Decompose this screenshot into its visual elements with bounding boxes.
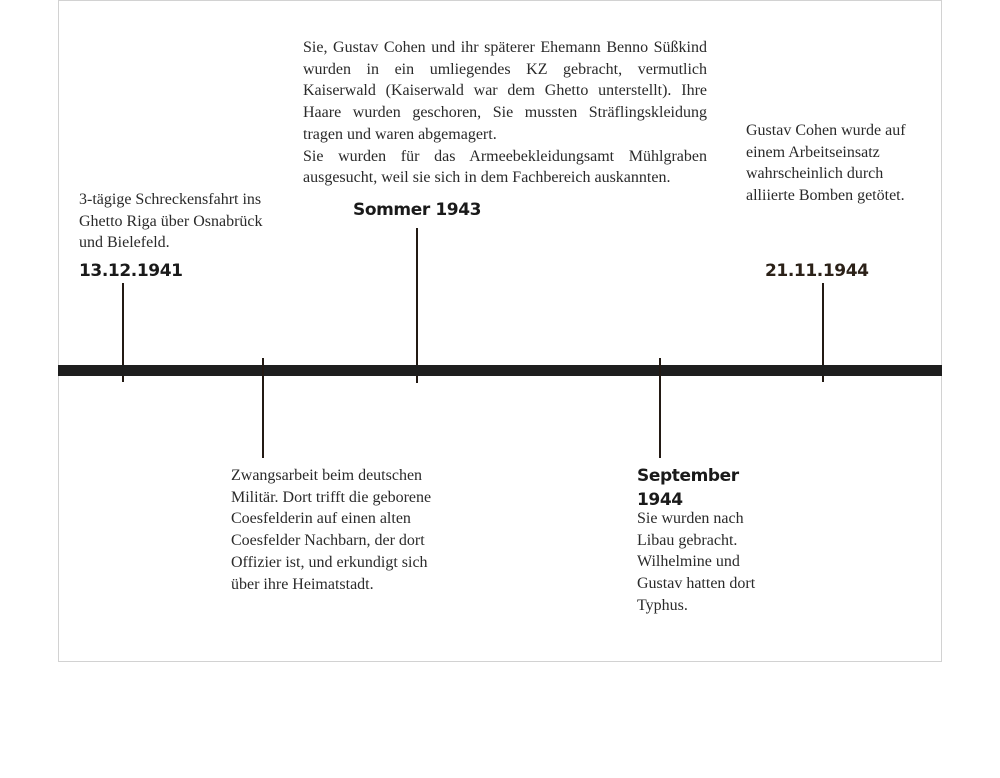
event-4-date-line-1: September	[637, 466, 739, 486]
event-5-date: 21.11.1944	[765, 261, 869, 281]
event-3-description	[303, 37, 707, 189]
event-4-description: Sie wurden nach Libau gebracht. Wilhelmine und Gustav hatten dort Typhus.	[637, 510, 756, 614]
event-1-description: 3-tägige Schreckensfahrt ins Ghetto Riga über Osnabrück und Bielefeld.	[79, 191, 263, 252]
event-1-date: 13.12.1941	[79, 261, 183, 281]
event-3-paragraph-2: Sie wurden für das Armeebekleidungsamt Mühlgraben ausgesucht, weil sie sich in dem Fachbereich auskannten.	[303, 147, 707, 187]
event-3-date: Sommer 1943	[353, 200, 482, 220]
event-2-connector	[262, 358, 264, 458]
event-3-paragraph-1: Sie, Gustav Cohen und ihr späterer Ehemann Benno Süßkind wurden in ein umliegendes KZ gebracht, vermutlich Kaiserwald (Kaiserwald war dem Ghetto unterstellt). Ihre Haare wurden geschoren, Sie mussten Sträflingskleidung tragen und waren abgemagert.	[303, 39, 707, 143]
event-4-connector	[659, 358, 661, 458]
event-2-description: Zwangsarbeit beim deutschen Militär. Dort trifft die geborene Coesfelderin auf einen alten Coesfelder Nachbarn, der dort Offizier ist, und erkundigt sich über ihre Heimatstadt.	[231, 467, 432, 593]
event-3-connector	[416, 228, 418, 383]
event-5-description: Gustav Cohen wurde auf einem Arbeitseinsatz wahrscheinlich durch alliierte Bomben getötet.	[746, 122, 906, 205]
timeline-axis	[58, 365, 942, 376]
event-4-date	[637, 464, 739, 512]
event-4-date-line-2: 1944	[637, 490, 683, 510]
